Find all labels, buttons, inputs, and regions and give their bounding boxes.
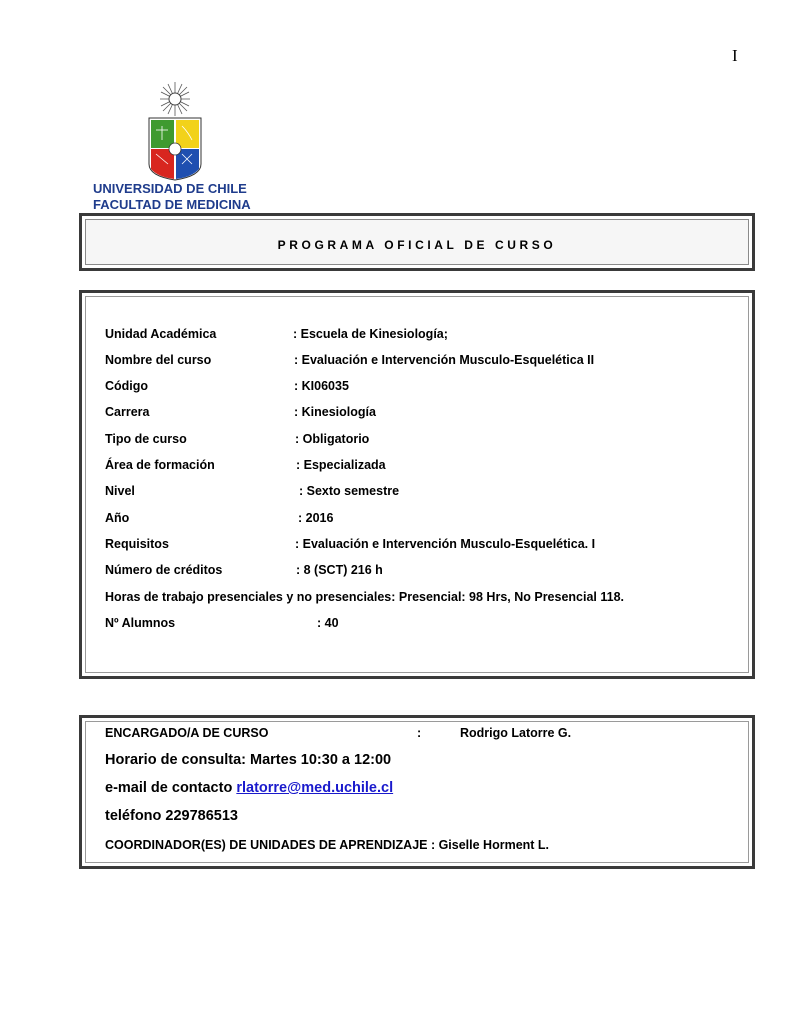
telefono-line: teléfono 229786513 [105,808,238,824]
info-value: : 40 [317,616,339,630]
contact-box [79,715,755,869]
email-line [105,780,393,796]
document-title: PROGRAMA OFICIAL DE CURSO [277,238,557,252]
horario-line: Horario de consulta: Martes 10:30 a 12:00 [105,752,392,768]
info-label: Unidad Académica [105,327,217,341]
info-value: : Evaluación e Intervención Musculo-Esquelética II [294,353,595,367]
info-value: : Obligatorio [295,432,370,446]
info-label: Horas de trabajo presenciales y no presenciales: Presencial: 98 Hrs, No Presencial 118. [105,590,625,604]
institution-header [93,181,251,213]
info-value: : Especializada [296,458,386,472]
encargado-line [105,726,572,740]
university-crest-logo [146,80,204,182]
info-label: Año [105,511,130,525]
info-value: : Kinesiología [294,405,376,419]
encargado-name: Rodrigo Latorre G. [460,726,572,740]
email-label: e-mail de contacto [105,780,237,796]
info-label: Nivel [105,484,135,498]
coordinador-line: COORDINADOR(ES) DE UNIDADES DE APRENDIZAJE : Giselle Horment L. [105,838,550,852]
info-value: : 2016 [298,511,334,525]
info-label: Número de créditos [105,563,223,577]
info-value: : KI06035 [294,379,349,393]
info-label: Requisitos [105,537,169,551]
encargado-label: ENCARGADO/A DE CURSO [105,726,269,740]
info-label: Tipo de curso [105,432,187,446]
email-link[interactable]: rlatorre@med.uchile.cl [236,780,394,796]
info-label: Área de formación [105,458,215,472]
title-box [79,213,755,271]
faculty-name: FACULTAD DE MEDICINA [93,197,251,212]
course-info-box [79,290,755,679]
info-value: : Escuela de Kinesiología; [293,327,448,341]
info-label: Código [105,379,149,393]
info-value: : Sexto semestre [299,484,400,498]
university-name: UNIVERSIDAD DE CHILE [93,181,247,196]
encargado-separator: : [417,726,422,740]
info-value: : 8 (SCT) 216 h [296,563,383,577]
info-label: Nº Alumnos [105,616,176,630]
page-number: I [732,46,738,65]
info-value: : Evaluación e Intervención Musculo-Esquelética. I [295,537,596,551]
info-label: Carrera [105,405,150,419]
info-label: Nombre del curso [105,353,212,367]
